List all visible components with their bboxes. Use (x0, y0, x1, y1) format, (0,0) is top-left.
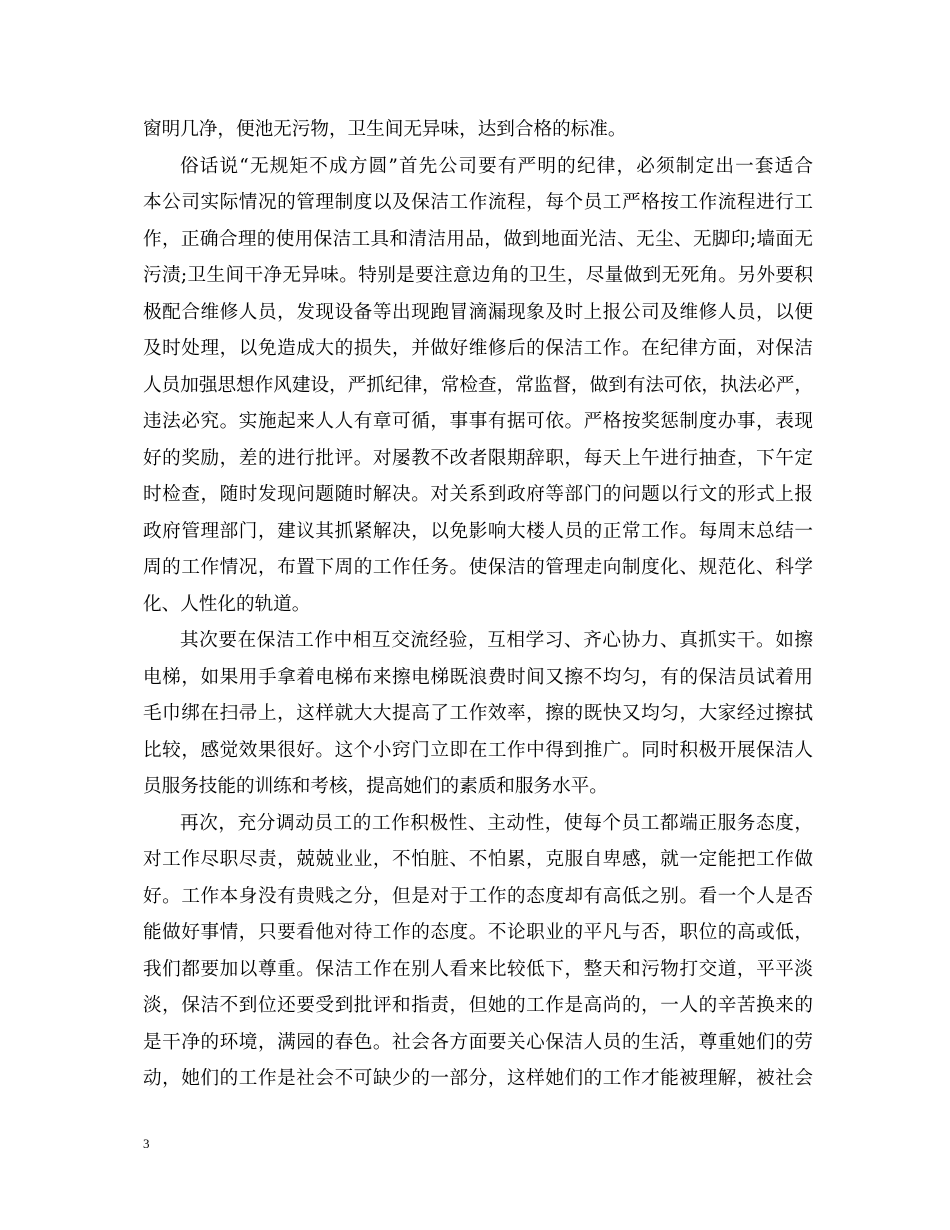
text-line: 本公司实际情况的管理制度以及保洁工作流程，每个员工严格按工作流程进行工 (143, 192, 813, 213)
text-line: 窗明几净，便池无污物，卫生间无异味，达到合格的标准。 (143, 119, 627, 140)
text-line: 及时处理，以免造成大的损失，并做好维修后的保洁工作。在纪律方面，对保洁 (143, 338, 813, 359)
paragraph-first-line: 俗话说“无规矩不成方圆”首先公司要有严明的纪律，必须制定出一套适合 (180, 155, 813, 177)
text-line: 极配合维修人员，发现设备等出现跑冒滴漏现象及时上报公司及维修人员，以便 (143, 301, 813, 323)
text-line: 对工作尽职尽责，兢兢业业，不怕脏、不怕累，克服自卑感，就一定能把工作做 (143, 849, 813, 870)
text-line: 好的奖励，差的进行批评。对屡教不改者限期辞职，每天上午进行抽查，下午定 (143, 447, 813, 469)
text-line: 员服务技能的训练和考核，提高她们的素质和服务水平。 (143, 776, 608, 797)
paragraph-first-line: 其次要在保洁工作中相互交流经验，互相学习、齐心协力、真抓实干。如擦 (180, 630, 813, 651)
text-line: 电梯，如果用手拿着电梯布来擦电梯既浪费时间又擦不均匀，有的保洁员试着用 (143, 666, 813, 688)
text-line: 违法必究。实施起来人人有章可循，事事有据可依。严格按奖惩制度办事，表现 (143, 411, 813, 432)
text-line: 时检查，随时发现问题随时解决。对关系到政府等部门的问题以行文的形式上报 (143, 484, 813, 505)
body-text (143, 112, 813, 1098)
paragraph-first-line: 再次，充分调动员工的工作积极性、主动性，使每个员工都端正服务态度， (180, 812, 813, 834)
text-line: 我们都要加以尊重。保洁工作在别人看来比较低下，整天和污物打交道，平平淡 (143, 958, 813, 980)
text-line: 政府管理部门，建议其抓紧解决，以免影响大楼人员的正常工作。每周末总结一 (143, 520, 813, 542)
text-line: 人员加强思想作风建设，严抓纪律，常检查，常监督，做到有法可依，执法必严， (143, 374, 813, 396)
text-line: 好。工作本身没有贵贱之分，但是对于工作的态度却有高低之别。看一个人是否 (143, 885, 813, 907)
text-line: 周的工作情况，布置下周的工作任务。使保洁的管理走向制度化、规范化、科学 (143, 557, 813, 578)
text-line: 淡，保洁不到位还要受到批评和指责，但她的工作是高尚的，一人的辛苦换来的 (143, 995, 813, 1016)
text-line: 能做好事情，只要看他对待工作的态度。不论职业的平凡与否，职位的高或低， (143, 922, 813, 943)
text-line: 动，她们的工作是社会不可缺少的一部分，这样她们的工作才能被理解，被社会 (143, 1068, 813, 1089)
text-line: 化、人性化的轨道。 (143, 593, 311, 615)
text-line: 毛巾绑在扫帚上，这样就大大提高了工作效率，擦的既快又均匀，大家经过擦拭 (143, 703, 813, 724)
text-line: 作，正确合理的使用保洁工具和清洁用品，做到地面光洁、无尘、无脚印;墙面无 (143, 228, 813, 250)
text-line: 是干净的环境，满园的春色。社会各方面要关心保洁人员的生活，尊重她们的劳 (143, 1031, 813, 1053)
page-number: 3 (143, 1136, 150, 1151)
text-line: 比较，感觉效果很好。这个小窍门立即在工作中得到推广。同时积极开展保洁人 (143, 739, 813, 761)
text-line: 污渍;卫生间干净无异味。特别是要注意边角的卫生，尽量做到无死角。另外要积 (143, 265, 813, 286)
